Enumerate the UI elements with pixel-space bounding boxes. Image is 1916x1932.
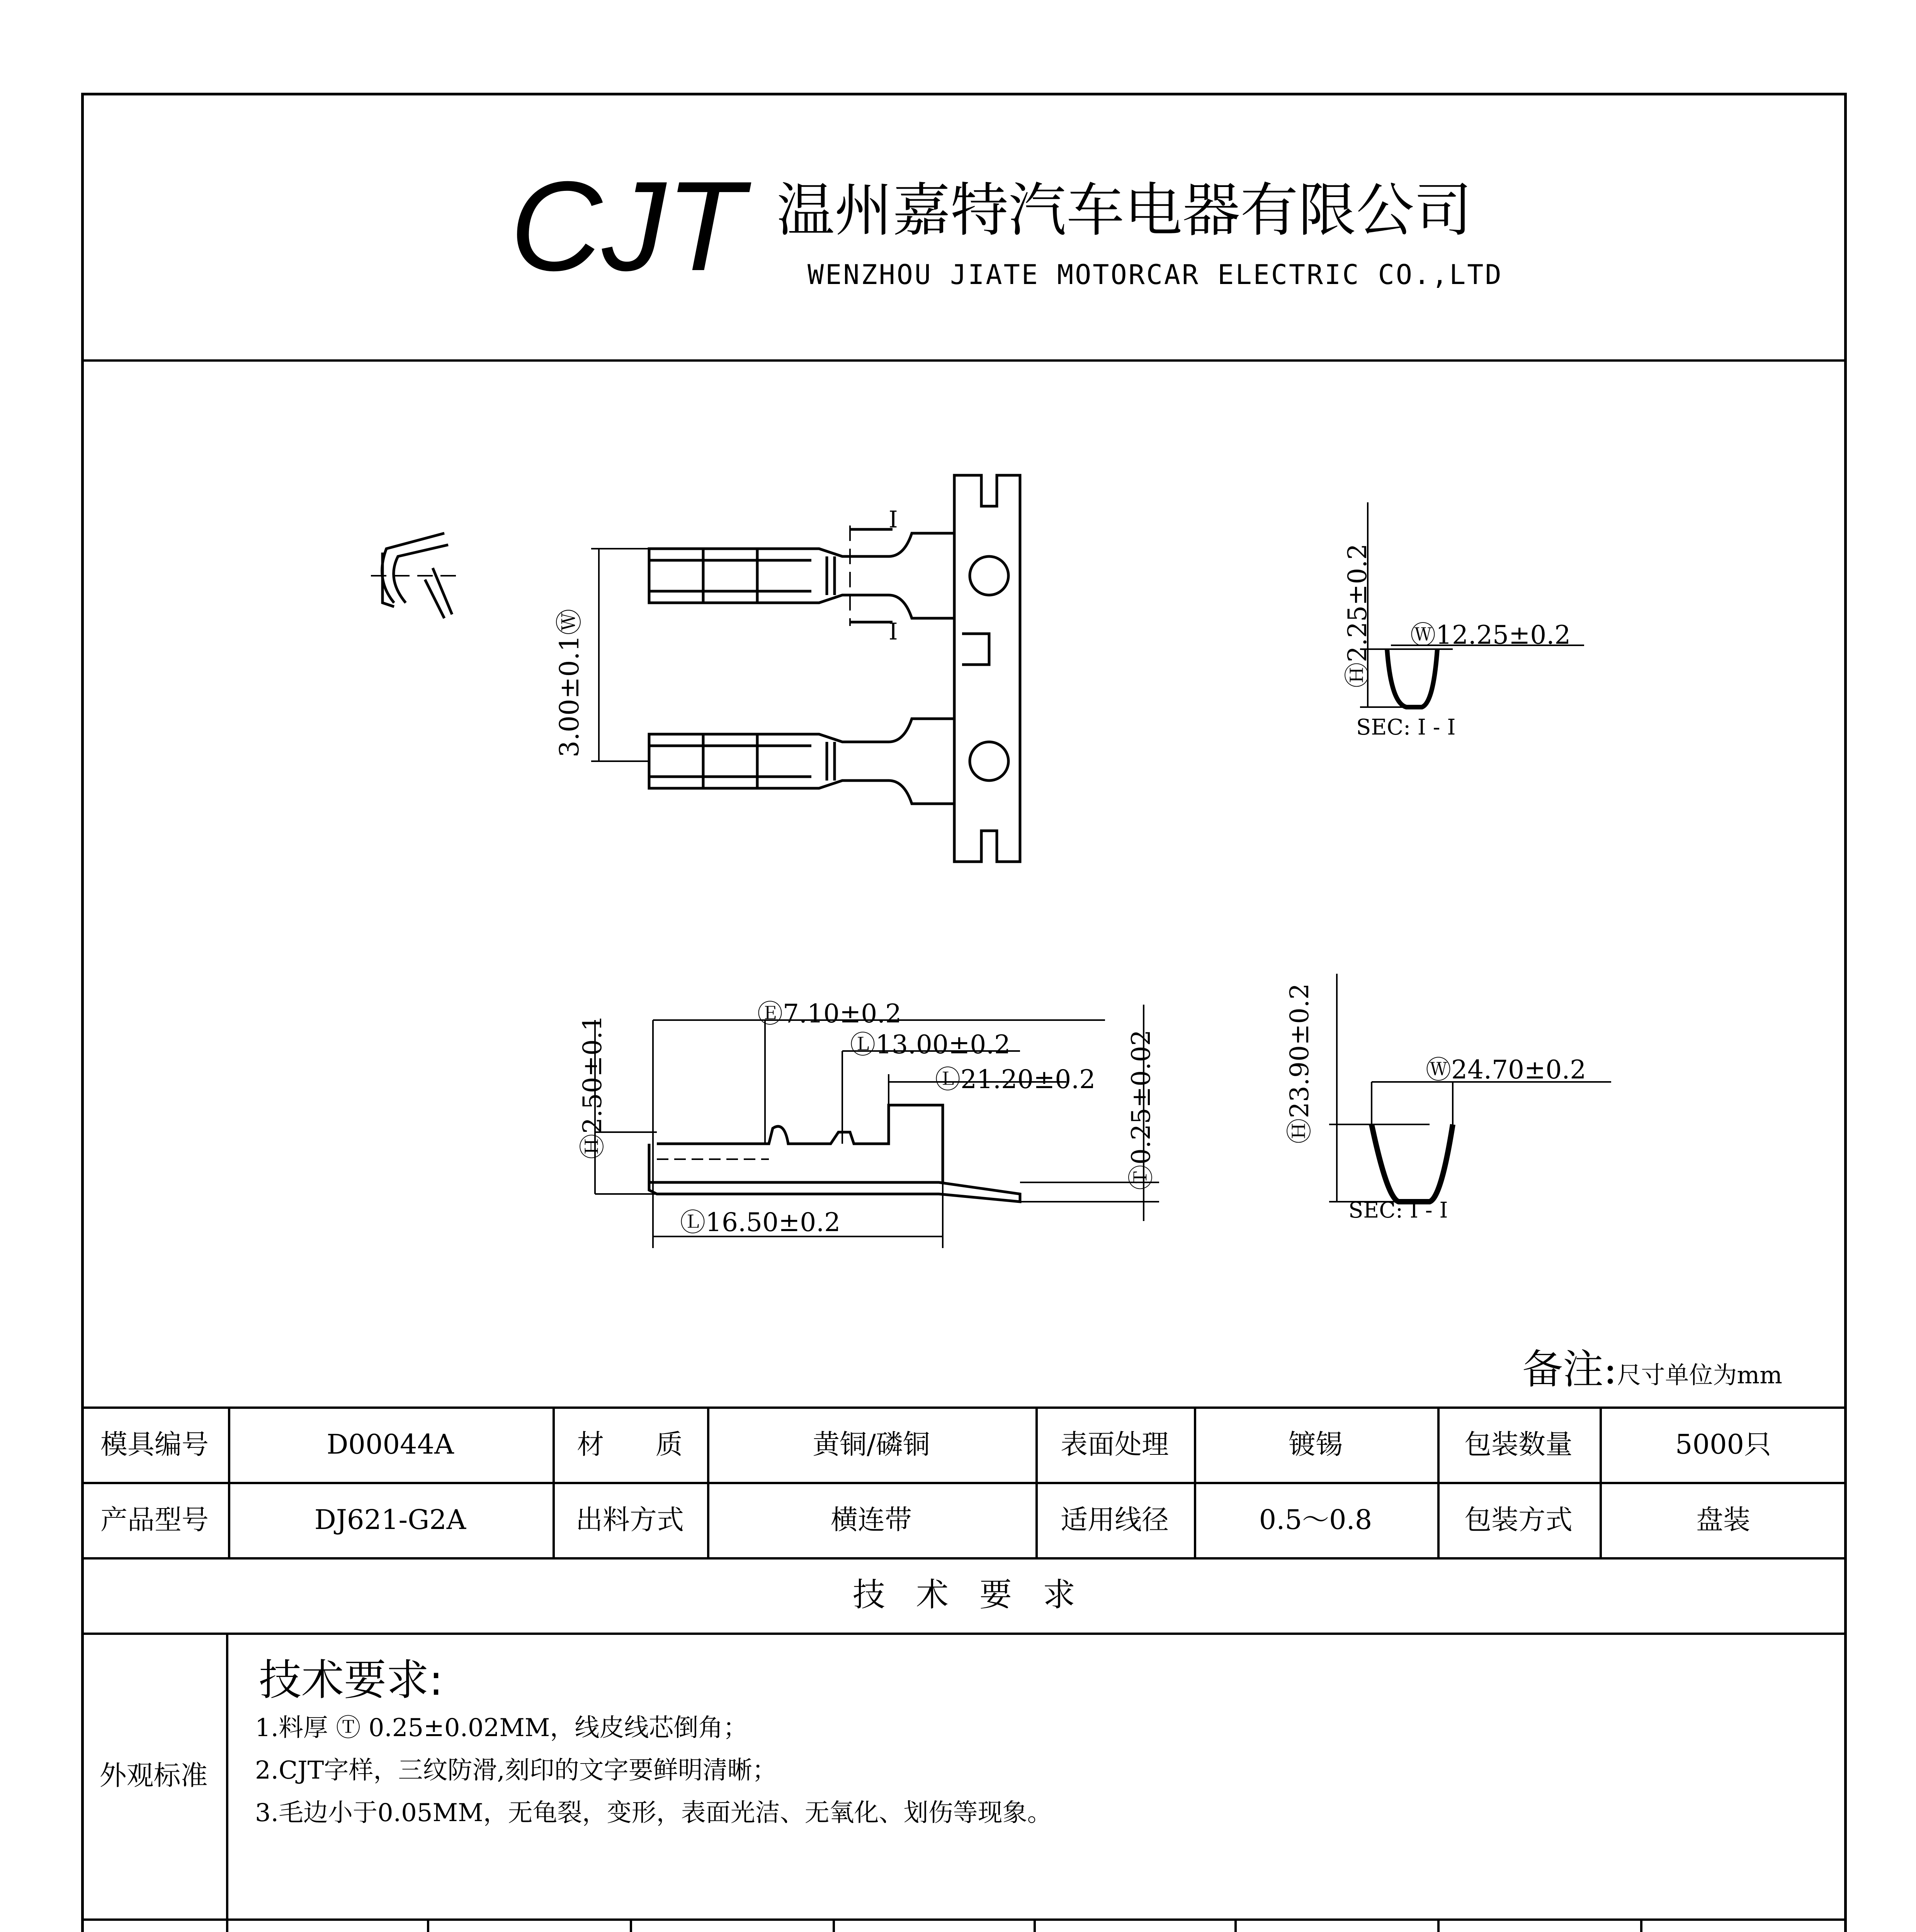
dim-h-label: Ⓗ2.50±0.1 bbox=[578, 1015, 607, 1159]
value-mold-no: D00044A bbox=[326, 1428, 454, 1460]
section-mark-bottom: I bbox=[889, 618, 898, 645]
value-pack-type: 盘装 bbox=[1696, 1503, 1750, 1536]
label-column-line bbox=[226, 1633, 228, 1932]
dim-header-w2 bbox=[1640, 1918, 1847, 1932]
note-text: 尺寸单位为mm bbox=[1617, 1361, 1782, 1389]
dim-header-l bbox=[427, 1918, 630, 1932]
dim-e-label: Ⓔ7.10±0.2 bbox=[757, 999, 902, 1029]
dim-header-w1 bbox=[1437, 1918, 1640, 1932]
dim-header-t bbox=[226, 1918, 427, 1932]
label-wire-size: 适用线径 bbox=[1061, 1503, 1169, 1536]
section-label-2: SEC: I - I bbox=[1348, 1198, 1448, 1223]
note-title: 备注: bbox=[1522, 1346, 1617, 1393]
value-model: DJ621-G2A bbox=[314, 1503, 466, 1536]
value-pack-qty: 5000只 bbox=[1675, 1428, 1771, 1460]
label-surface: 表面处理 bbox=[1061, 1428, 1169, 1460]
dim-header-w bbox=[630, 1918, 833, 1932]
label-pack-qty: 包装数量 bbox=[1464, 1428, 1573, 1460]
dim-l1-label: Ⓛ13.00±0.2 bbox=[850, 1030, 1011, 1060]
company-logo: CJT bbox=[510, 155, 744, 297]
dim-header-h bbox=[833, 1918, 1034, 1932]
dim-l2-label: Ⓛ21.20±0.2 bbox=[935, 1065, 1096, 1094]
value-feed: 横连带 bbox=[831, 1503, 912, 1536]
tech-requirements-header: 技 术 要 求 bbox=[852, 1576, 1076, 1614]
dim-h1-label: Ⓗ2.25±0.2 bbox=[1343, 543, 1372, 688]
section-label-1: SEC: I - I bbox=[1356, 715, 1456, 740]
appearance-line-3: 3.毛边小于0.05MM，无龟裂，变形，表面光洁、无氧化、划伤等现象。 bbox=[255, 1799, 1052, 1827]
label-model: 产品型号 bbox=[100, 1503, 209, 1536]
value-wire-size: 0.5～0.8 bbox=[1259, 1503, 1372, 1536]
dim-t-label: Ⓣ0.25±0.02 bbox=[1126, 1029, 1156, 1190]
appearance-line-2: 2.CJT字样，三纹防滑,刻印的文字要鲜明清晰； bbox=[255, 1756, 777, 1785]
company-name-en: WENZHOU JIATE MOTORCAR ELECTRIC CO.,LTD bbox=[808, 259, 1503, 291]
label-mold-no: 模具编号 bbox=[100, 1428, 209, 1460]
label-feed: 出料方式 bbox=[576, 1503, 684, 1536]
dim-w1-label: Ⓦ12.25±0.2 bbox=[1410, 620, 1571, 650]
label-appearance: 外观标准 bbox=[99, 1760, 208, 1791]
table-line bbox=[81, 1633, 1847, 1635]
dim-header-l1 bbox=[1034, 1918, 1234, 1932]
value-surface: 镀锡 bbox=[1289, 1428, 1343, 1460]
dim-w2-label: Ⓦ24.70±0.2 bbox=[1426, 1055, 1586, 1085]
dim-h2-label: Ⓗ23.90±0.2 bbox=[1285, 983, 1314, 1144]
appearance-line-1: 1.料厚 Ⓣ 0.25±0.02MM，线皮线芯倒角； bbox=[255, 1714, 748, 1742]
dim-w-label: 3.00±0.1Ⓦ bbox=[554, 609, 585, 757]
label-pack-type: 包装方式 bbox=[1464, 1503, 1573, 1536]
label-material: 材 质 bbox=[577, 1428, 683, 1460]
company-name-cn: 温州嘉特汽车电器有限公司 bbox=[777, 177, 1472, 244]
dim-header-l2 bbox=[1234, 1918, 1437, 1932]
unit-note bbox=[1522, 1337, 1782, 1395]
label-dimensions bbox=[81, 1918, 226, 1932]
value-material: 黄铜/磷铜 bbox=[813, 1428, 930, 1460]
section-mark-top: I bbox=[889, 506, 898, 533]
dim-l-label: Ⓛ16.50±0.2 bbox=[680, 1208, 841, 1237]
appearance-title: 技术要求: bbox=[259, 1655, 444, 1705]
